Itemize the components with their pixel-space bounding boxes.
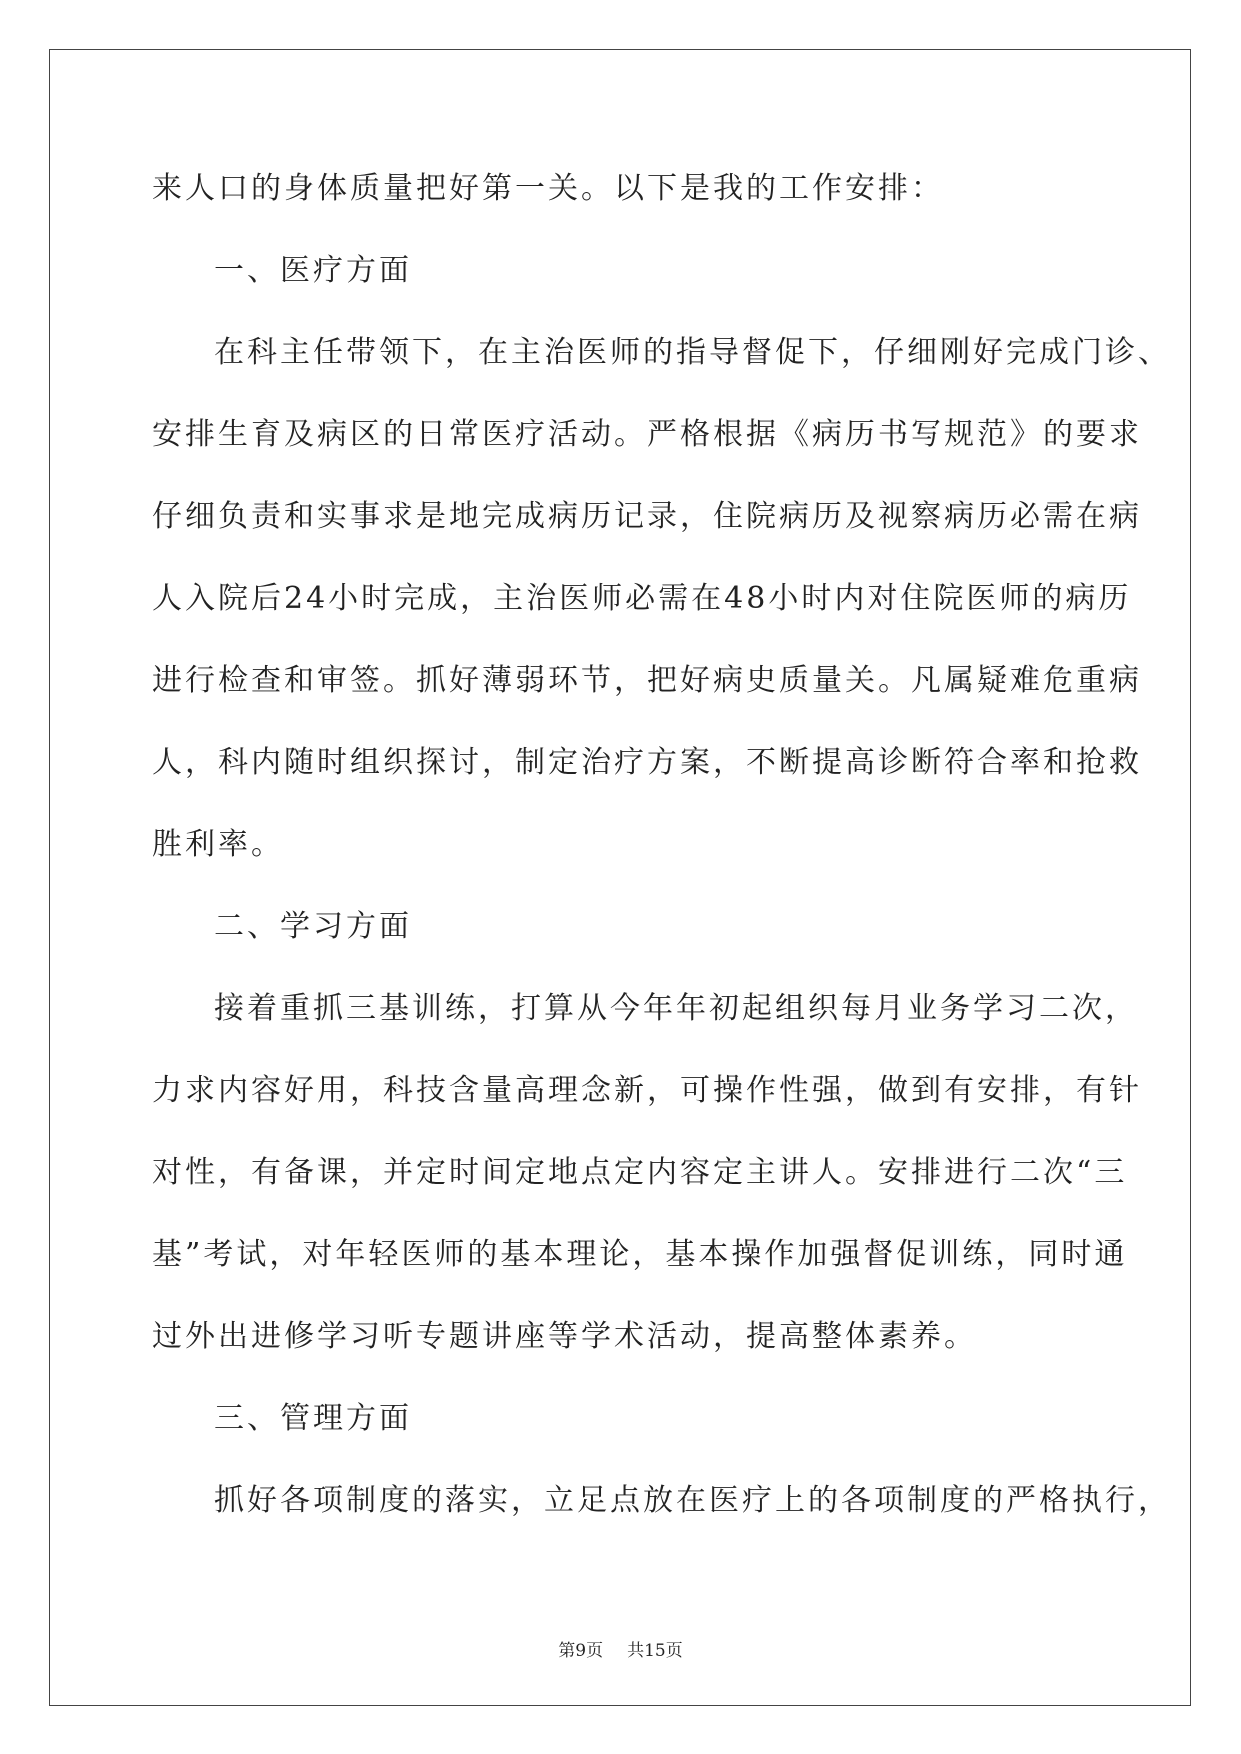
paragraph-line: 在科主任带领下，在主治医师的指导督促下，仔细刚好完成门诊、 — [214, 335, 1171, 370]
paragraph-line: 来人口的身体质量把好第一关。以下是我的工作安排： — [152, 171, 944, 206]
document-body — [152, 164, 1171, 1558]
section-heading-medical: 一、医疗方面 — [214, 253, 412, 288]
paragraph-line: 接着重抓三基训练，打算从今年年初起组织每月业务学习二次， — [214, 991, 1138, 1026]
paragraph-line: 人入院后24小时完成，主治医师必需在48小时内对住院医师的病历 — [152, 581, 1132, 616]
paragraph-line: 过外出进修学习听专题讲座等学术活动，提高整体素养。 — [152, 1319, 977, 1354]
paragraph-line: 安排生育及病区的日常医疗活动。严格根据《病历书写规范》的要求 — [152, 417, 1142, 452]
section-heading-study: 二、学习方面 — [214, 909, 412, 944]
paragraph-line: 人，科内随时组织探讨，制定治疗方案，不断提高诊断符合率和抢救 — [152, 745, 1142, 780]
paragraph-line: 仔细负责和实事求是地完成病历记录，住院病历及视察病历必需在病 — [152, 499, 1142, 534]
paragraph-line: 抓好各项制度的落实，立足点放在医疗上的各项制度的严格执行， — [214, 1483, 1171, 1518]
paragraph-line: 对性，有备课，并定时间定地点定内容定主讲人。安排进行二次“三 — [152, 1155, 1128, 1190]
paragraph-line: 基”考试，对年轻医师的基本理论，基本操作加强督促训练，同时通 — [152, 1237, 1128, 1272]
paragraph-line: 进行检查和审签。抓好薄弱环节，把好病史质量关。凡属疑难危重病 — [152, 663, 1142, 698]
paragraph-line: 力求内容好用，科技含量高理念新，可操作性强，做到有安排，有针 — [152, 1073, 1142, 1108]
paragraph-line: 胜利率。 — [152, 827, 284, 862]
page-total: 共15页 — [627, 1641, 683, 1661]
section-heading-management: 三、管理方面 — [214, 1401, 412, 1436]
page-number: 第9页 — [558, 1641, 604, 1661]
page-footer — [0, 1636, 1241, 1661]
